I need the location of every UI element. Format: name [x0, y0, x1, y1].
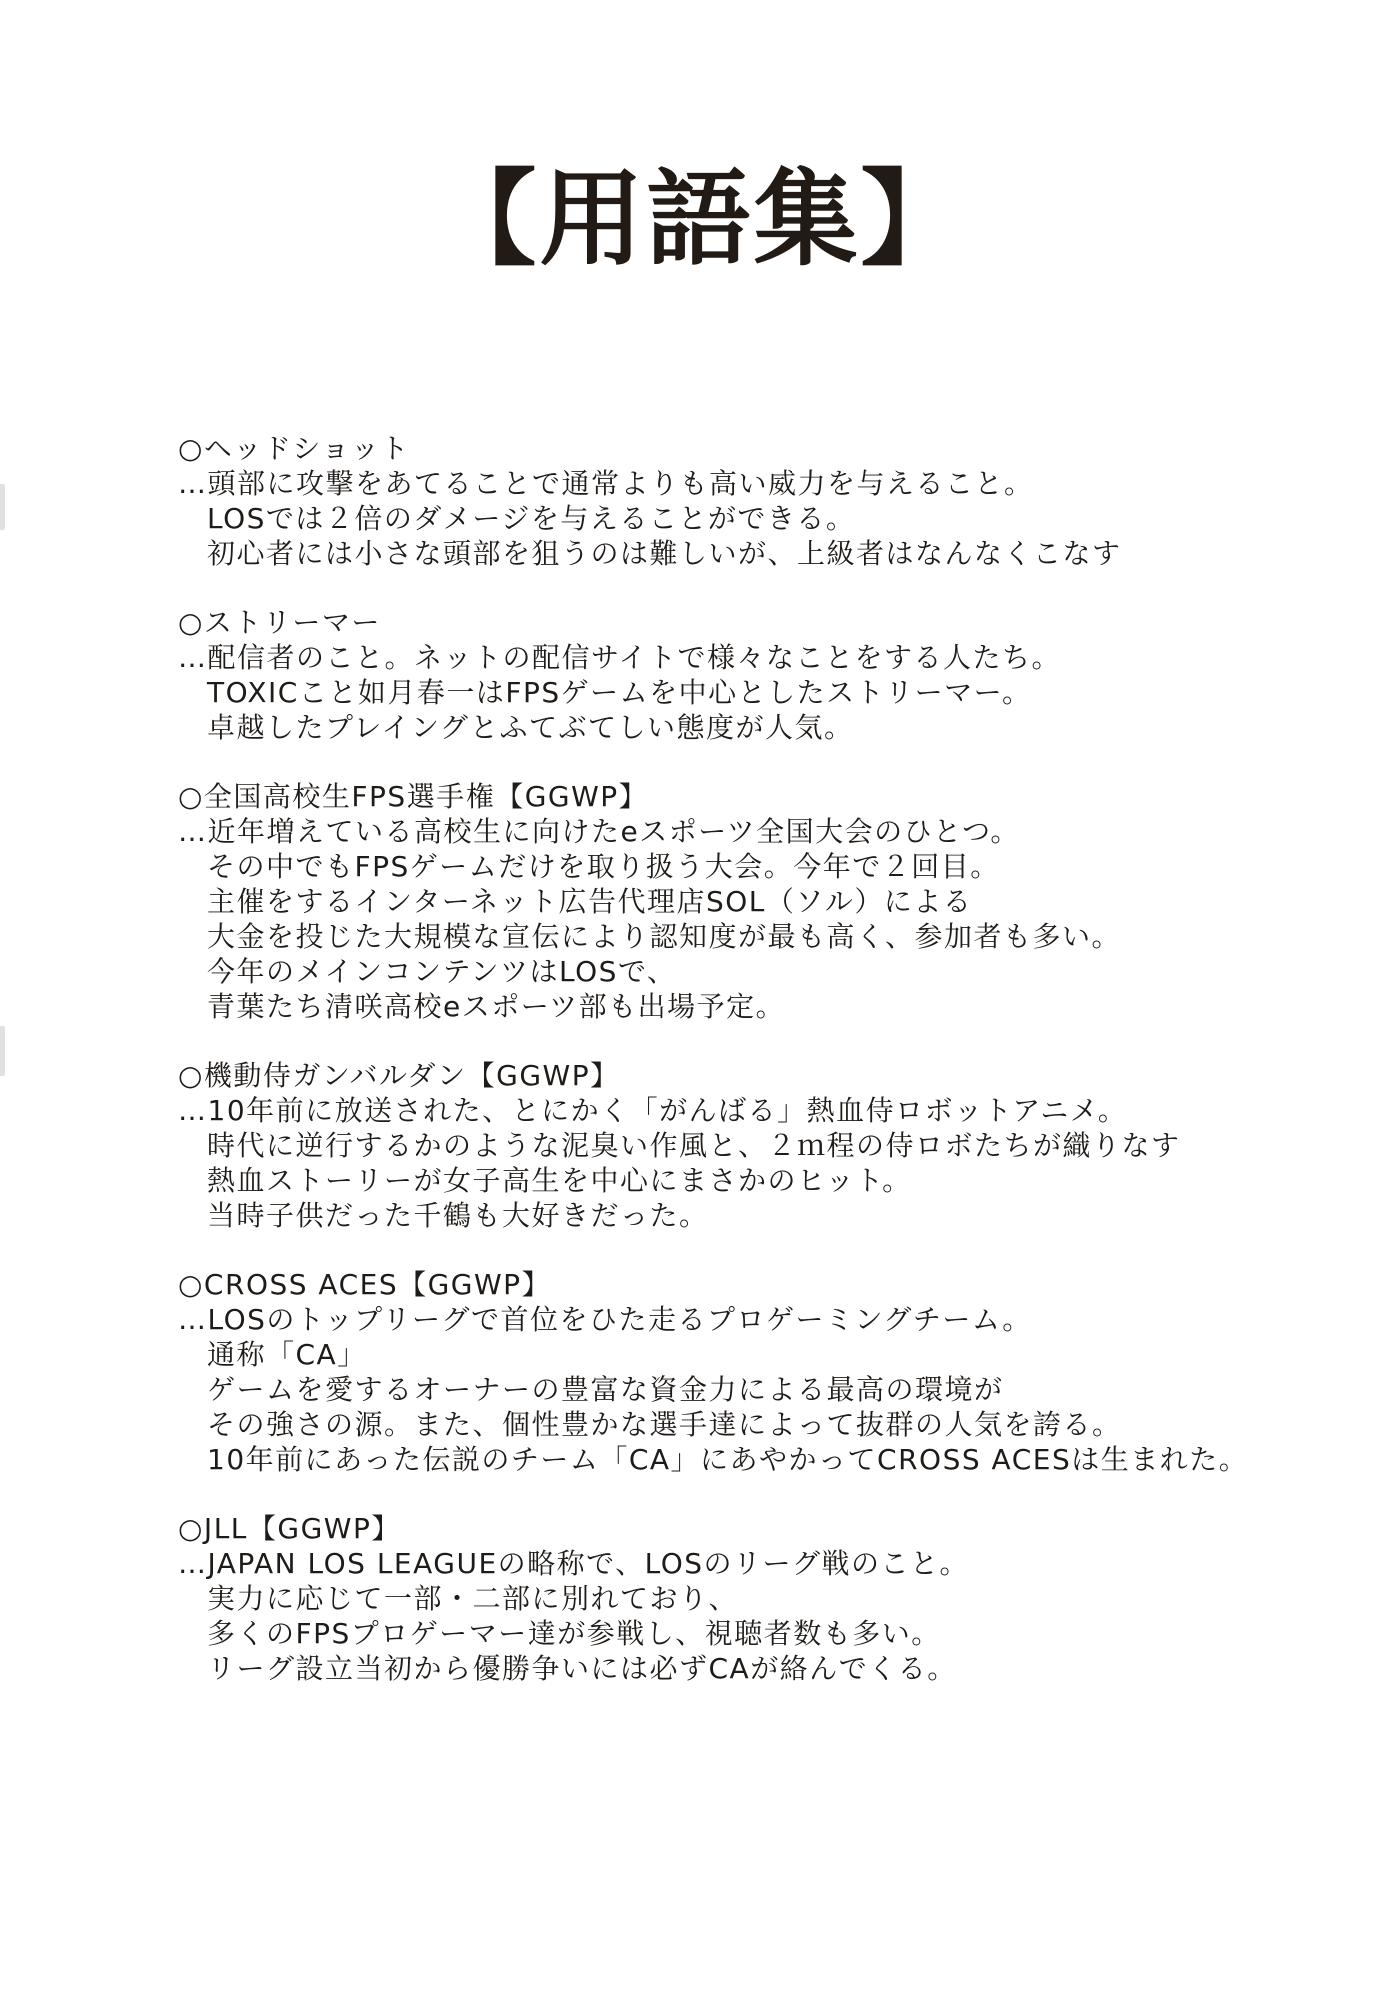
entry-heading: ○機動侍ガンバルダン【GGWP】 [178, 1059, 620, 1092]
entry-line: その強さの源。また、個性豊かな選手達によって抜群の人気を誇る。 [207, 1408, 1122, 1441]
scan-artifact [0, 484, 5, 530]
entry-heading: ○JLL【GGWP】 [178, 1512, 401, 1545]
entry-line: …配信者のこと。ネットの配信サイトで様々なことをする人たち。 [178, 641, 1062, 674]
entry-line: …頭部に攻撃をあてることで通常よりも高い威力を与えること。 [178, 467, 1034, 500]
entry-line: 今年のメインコンテンツはLOSで、 [207, 955, 677, 988]
entry-line: 熱血ストーリーが女子高生を中心にまさかのヒット。 [207, 1164, 912, 1197]
glossary-entries [178, 431, 1298, 1720]
entry-line: …JAPAN LOS LEAGUEの略称で、LOSのリーグ戦のこと。 [178, 1547, 970, 1580]
entry-line: 時代に逆行するかのような泥臭い作風と、２ｍ程の侍ロボたちが織りなす [207, 1129, 1181, 1162]
entry-line: 青葉たち清咲高校eスポーツ部も出場予定。 [207, 990, 786, 1023]
entry-line: 卓越したプレイングとふてぶてしい態度が人気。 [207, 711, 854, 744]
entry-line: …近年増えている高校生に向けたeスポーツ全国大会のひとつ。 [178, 815, 1020, 848]
glossary-entry [178, 1511, 1298, 1686]
glossary-entry [178, 779, 1298, 1024]
entry-line: …10年前に放送された、とにかく「がんばる」熱血侍ロボットアニメ。 [178, 1094, 1128, 1127]
entry-line: 初心者には小さな頭部を狙うのは難しいが、上級者はなんなくこなす [207, 537, 1122, 570]
glossary-entry [178, 1267, 1298, 1477]
entry-line: 主催をするインターネット広告代理店SOL（ソル）による [207, 885, 973, 918]
entry-heading: ○全国高校生FPS選手権【GGWP】 [178, 780, 649, 813]
entry-heading: ○ストリーマー [178, 606, 381, 639]
entry-line: 通称「CA」 [207, 1338, 367, 1371]
glossary-entry [178, 1058, 1298, 1233]
entry-heading: ○CROSS ACES【GGWP】 [178, 1268, 552, 1301]
entry-line: LOSでは２倍のダメージを与えることができる。 [207, 502, 856, 535]
entry-line: 実力に応じて一部・二部に別れており、 [207, 1582, 739, 1615]
entry-line: 大金を投じた大規模な宣伝により認知度が最も高く、参加者も多い。 [207, 920, 1121, 953]
entry-line: 多くのFPSプロゲーマー達が参戦し、視聴者数も多い。 [207, 1617, 941, 1650]
scan-artifact [0, 1026, 5, 1076]
entry-line: 10年前にあった伝説のチーム「CA」にあやかってCROSS ACESは生まれた。 [207, 1443, 1249, 1476]
entry-heading: ○ヘッドショット [178, 432, 410, 465]
entry-line: ゲームを愛するオーナーの豊富な資金力による最高の環境が [207, 1373, 1004, 1406]
entry-line: その中でもFPSゲームだけを取り扱う大会。今年で２回目。 [207, 850, 1000, 883]
glossary-entry [178, 431, 1298, 571]
page-title: 【用語集】 [432, 158, 968, 280]
entry-line: TOXICこと如月春一はFPSゲームを中心としたストリーマー。 [207, 676, 1032, 709]
entry-line: …LOSのトップリーグで首位をひた走るプロゲーミングチーム。 [178, 1303, 1032, 1336]
glossary-entry [178, 605, 1298, 745]
entry-line: 当時子供だった千鶴も大好きだった。 [207, 1199, 709, 1232]
entry-line: リーグ設立当初から優勝争いには必ずCAが絡んでくる。 [207, 1652, 957, 1685]
